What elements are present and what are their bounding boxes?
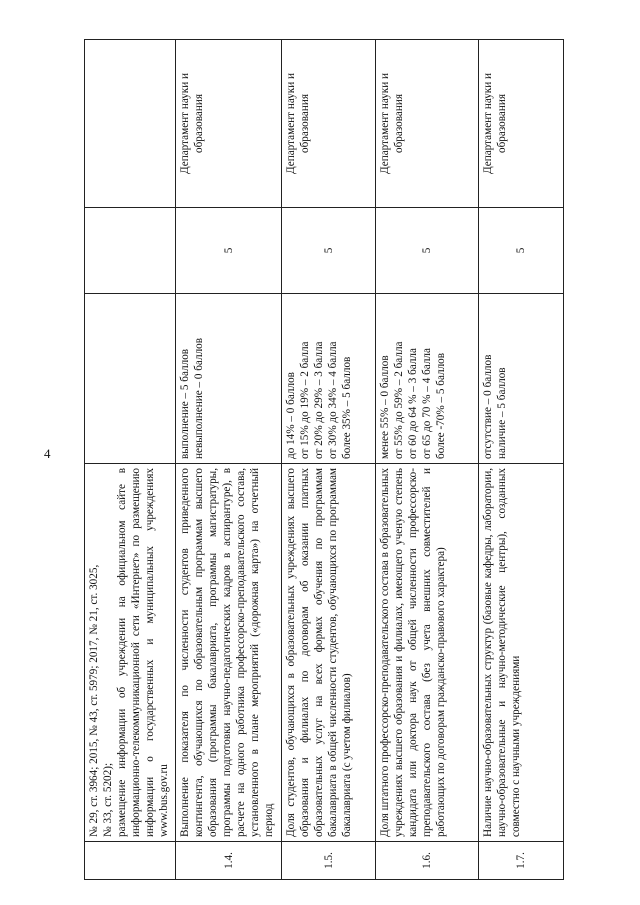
max-score (85, 208, 176, 294)
indicator-text: Доля штатного профессорско-преподавательского состава в образовательных учреждениях высшего образования и филиалах, имеющего ученую степень кандидата или доктора наук от общей численности профессорско-преподавательского состава (без учета внешних совместителей и работающих по договорам гражданско-правового характера) (379, 468, 448, 837)
criteria-item: до 14% – 0 баллов (284, 372, 297, 459)
indicator-text: Наличие научно-образовательных структур (базовые кафедры, лаборатории, научно-образовательные и научно-методические центры), созданных совместно с научными учреждениями (481, 468, 522, 837)
row-number: 1.5. (281, 842, 375, 880)
criteria-cell (281, 294, 375, 464)
indicator-cell (85, 464, 176, 842)
criteria-item: от 30% до 34% – 4 балла (326, 341, 339, 459)
table-container (84, 40, 564, 880)
indicator-cell (281, 464, 375, 842)
row-number: 1.7. (478, 842, 563, 880)
department-cell: Департамент науки и образования (281, 40, 375, 208)
max-score: 5 (281, 208, 375, 294)
criteria-item: более -70% – 5 баллов (435, 352, 448, 459)
criteria-item: более 35% – 5 баллов (340, 356, 353, 459)
criteria-cell (176, 294, 282, 464)
max-score: 5 (478, 208, 563, 294)
page-number: 4 (44, 446, 51, 461)
criteria-cell (478, 294, 563, 464)
table-row (176, 40, 282, 880)
indicator-cell (478, 464, 563, 842)
criteria-item: наличие – 5 баллов (495, 367, 508, 459)
department-cell: Департамент науки и образования (176, 40, 282, 208)
indicator-text: № 29, ст. 3964; 2015, № 43, ст. 5979; 2017, № 21, ст. 3025, (88, 564, 100, 837)
criteria-item: от 55% до 59% – 2 балла (393, 341, 406, 459)
criteria-item: от 20% до 29% – 3 балла (312, 341, 325, 459)
criteria-item: отсутствие – 0 баллов (481, 354, 494, 459)
criteria-cell (376, 294, 479, 464)
indicator-cell (176, 464, 282, 842)
indicator-text: Выполнение показателя по численности студентов приведенного контингента, обучающихся по образовательным программам высшего образования (программы бакалавриата, программы магистратуры, программы подготовки научно-педагогических кадров в аспирантуре), в расчете на одного работника профессорско-преподавательского состава, установленного в плане мероприятий («дорожная карта») на отчетный период (179, 468, 276, 837)
department-cell: Департамент науки и образования (478, 40, 563, 208)
criteria-item: невыполнение – 0 баллов (193, 337, 206, 459)
table-row (85, 40, 176, 880)
criteria-item: от 60 до 64 % – 3 балла (407, 348, 420, 459)
criteria-cell (85, 294, 176, 464)
table-row (281, 40, 375, 880)
table-row (376, 40, 479, 880)
indicator-text: № 33, ст. 5202); (102, 762, 114, 837)
max-score: 5 (376, 208, 479, 294)
criteria-item: менее 55% – 0 баллов (379, 355, 392, 459)
row-number: 1.6. (376, 842, 479, 880)
max-score: 5 (176, 208, 282, 294)
criteria-item: выполнение – 5 баллов (179, 348, 192, 459)
department-cell (85, 40, 176, 208)
indicator-cell (376, 464, 479, 842)
criteria-table (84, 39, 564, 880)
row-number (85, 842, 176, 880)
indicator-text: Доля студентов, обучающихся в образовательных учреждениях высшего образования и филиалах по договорам об оказании платных образовательных услуг на всех формах обучения по программам бакалавриата в общей численности студентов, обучающихся по программам бакалавриата (с учетом филиалов) (284, 468, 353, 837)
criteria-item: от 65 до 70 % – 4 балла (421, 348, 434, 459)
row-number: 1.4. (176, 842, 282, 880)
indicator-text: размещение информации об учреждении на официальном сайте в информационно-телекоммуникационной сети «Интернет» по размещению информации о государственных и муниципальных учреждениях www.bus.gov.ru (116, 468, 170, 837)
criteria-item: от 15% до 19% – 2 балла (298, 341, 311, 459)
department-cell: Департамент науки и образования (376, 40, 479, 208)
table-row (478, 40, 563, 880)
